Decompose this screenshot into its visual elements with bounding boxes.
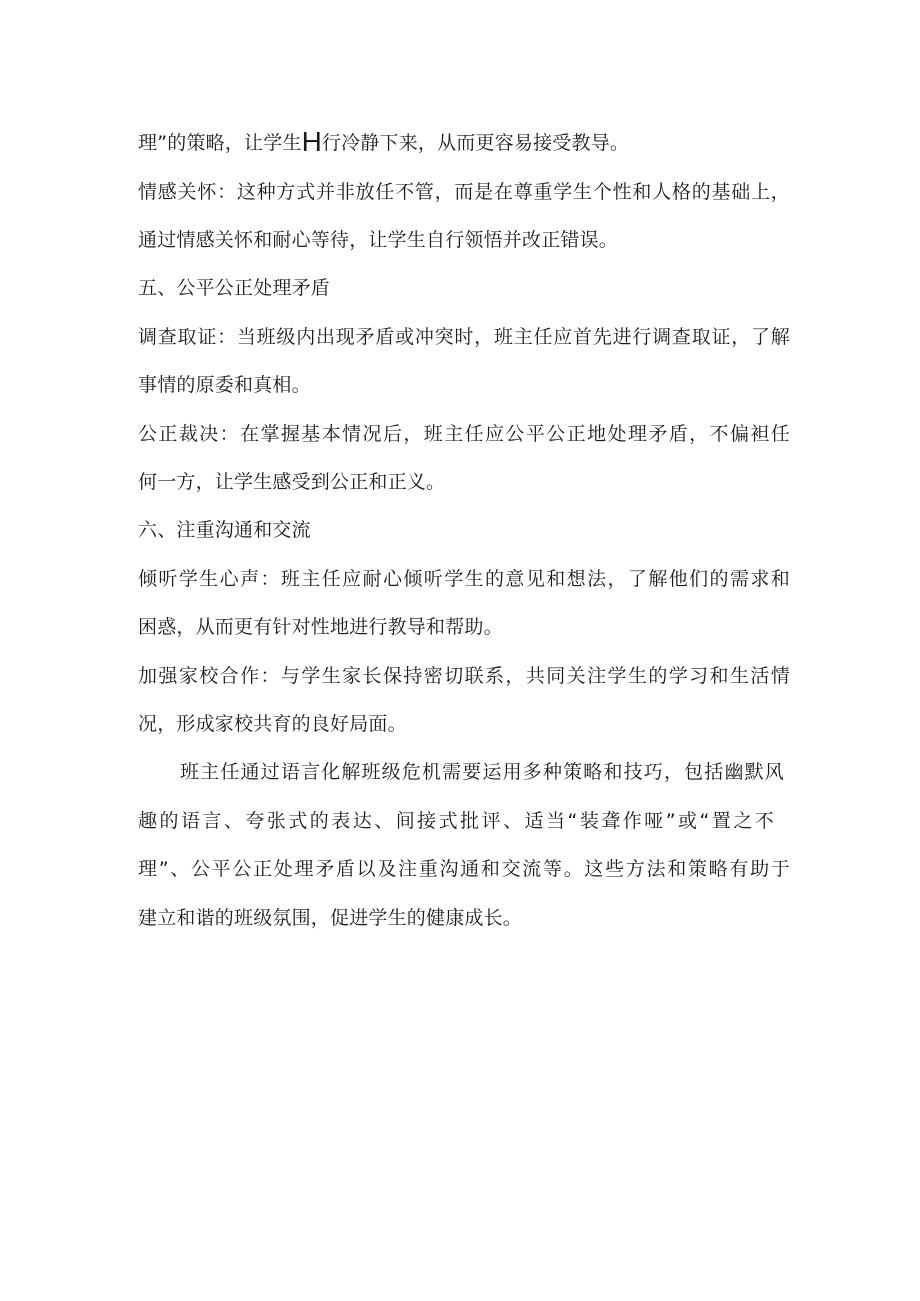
paragraph-line: 倾听学生心声：班主任应耐心倾听学生的意见和想法，了解他们的需求和 xyxy=(138,568,790,590)
paragraph-line: 理”、公平公正处理矛盾以及注重沟通和交流等。这些方法和策略有助于 xyxy=(138,858,790,880)
paragraph-line xyxy=(138,126,630,157)
paragraph-line: 调查取证：当班级内出现矛盾或冲突时，班主任应首先进行调查取证，了解 xyxy=(138,326,790,348)
section-heading-5: 五、公平公正处理矛盾 xyxy=(138,277,331,299)
paragraph-line: 何一方，让学生感受到公正和正义。 xyxy=(138,471,446,493)
section-heading-6: 六、注重沟通和交流 xyxy=(138,519,311,541)
paragraph-line: 公正裁决：在掌握基本情况后，班主任应公平公正地处理矛盾，不偏袒任 xyxy=(138,423,790,445)
paragraph-line: 建立和谐的班级氛围，促进学生的健康成长。 xyxy=(138,907,523,929)
text-span: 行冷静下来，从而更容易接受教导。 xyxy=(321,132,630,154)
paragraph-line: 加强家校合作：与学生家长保持密切联系，共同关注学生的学习和生活情 xyxy=(138,665,790,687)
text-span: 理”的策略，让学生 xyxy=(138,132,302,154)
paragraph-line: 况，形成家校共育的良好局面。 xyxy=(138,713,407,735)
paragraph-line: 趣的语言、夸张式的表达、间接式批评、适当“装聋作哑”或“置之不 xyxy=(138,810,774,832)
paragraph-line: 困惑，从而更有针对性地进行教导和帮助。 xyxy=(138,616,503,638)
paragraph-line: 事情的原委和真相。 xyxy=(138,374,311,396)
paragraph-line: 班主任通过语言化解班级危机需要运用多种策略和技巧，包括幽默风 xyxy=(180,761,784,783)
paragraph-line: 通过情感关怀和耐心等待，让学生自行领悟并改正错误。 xyxy=(138,229,619,251)
paragraph-line: 情感关怀：这种方式并非放任不管，而是在尊重学生个性和人格的基础上， xyxy=(138,181,790,203)
text-span-glyph: H xyxy=(301,126,322,157)
